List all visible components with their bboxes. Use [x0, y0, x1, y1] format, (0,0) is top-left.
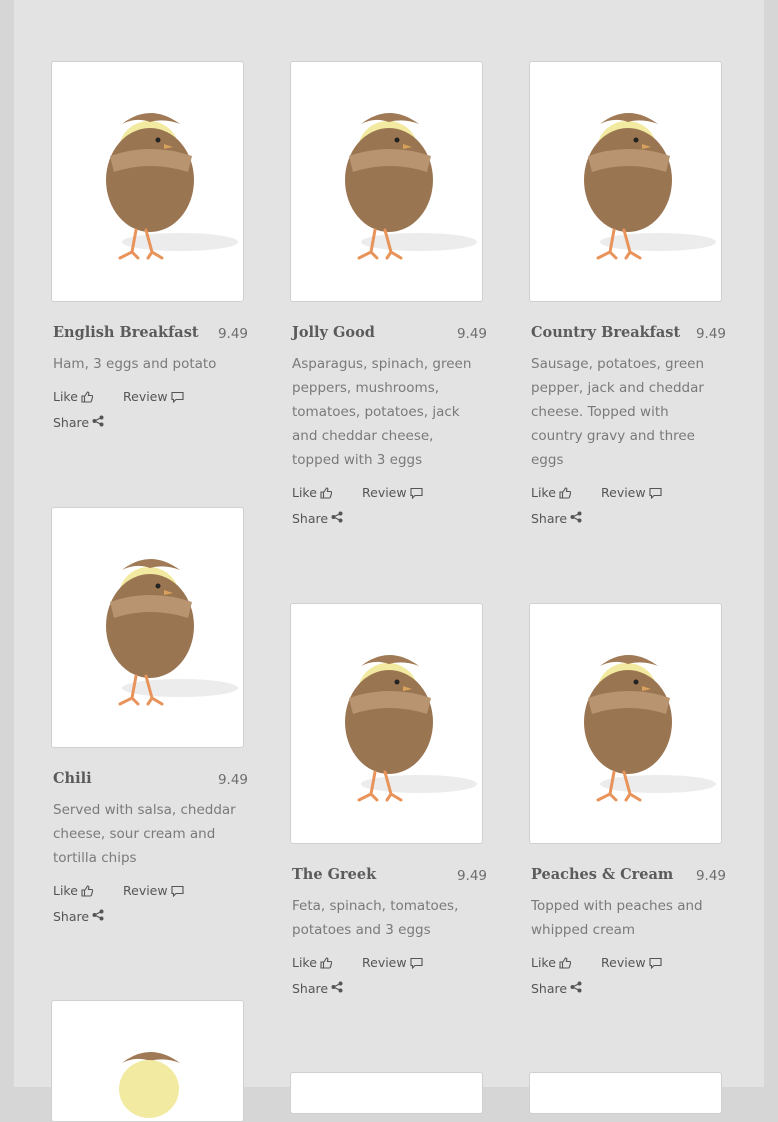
menu-item-title[interactable]: The Greek [292, 866, 377, 883]
menu-item-price: 9.49 [456, 868, 487, 884]
menu-item-title[interactable]: Jolly Good [292, 324, 375, 341]
menu-card [51, 61, 246, 436]
chick-in-egg-image [530, 604, 721, 843]
share-icon [92, 415, 104, 427]
thumbs-up-icon [81, 885, 93, 897]
menu-item-description: Sausage, potatoes, green pepper, jack and cheddar cheese. Topped with country gravy and three eggs [531, 356, 705, 468]
like-button[interactable]: Like [53, 384, 123, 410]
chick-in-egg-image [530, 62, 721, 301]
menu-item-price: 9.49 [456, 326, 487, 342]
share-button[interactable]: Share [53, 904, 248, 930]
menu-item-image[interactable] [529, 61, 722, 302]
review-button[interactable]: Review [123, 384, 184, 410]
share-button[interactable]: Share [292, 976, 487, 1002]
comment-icon [649, 487, 662, 499]
menu-item-image[interactable] [51, 61, 244, 302]
menu-card [529, 603, 724, 1002]
menu-item-image[interactable] [290, 603, 483, 844]
menu-card [290, 1072, 485, 1114]
review-button[interactable]: Review [601, 950, 662, 976]
thumbs-up-icon [559, 487, 571, 499]
menu-item-price: 9.49 [217, 326, 248, 342]
chick-in-egg-image [291, 604, 482, 843]
chick-in-egg-image [291, 62, 482, 301]
like-button[interactable]: Like [53, 878, 123, 904]
menu-card [529, 61, 724, 532]
like-button[interactable]: Like [292, 950, 362, 976]
like-button[interactable]: Like [531, 480, 601, 506]
menu-item-price: 9.49 [695, 868, 726, 884]
menu-item-title[interactable]: English Breakfast [53, 324, 199, 341]
review-button[interactable]: Review [362, 480, 423, 506]
menu-item-image[interactable] [529, 603, 722, 844]
menu-item-image[interactable] [51, 507, 244, 748]
comment-icon [171, 885, 184, 897]
menu-item-image[interactable] [290, 1072, 483, 1114]
like-button[interactable]: Like [531, 950, 601, 976]
chick-in-egg-image [52, 1001, 243, 1121]
menu-card [290, 61, 485, 532]
menu-item-title[interactable]: Country Breakfast [531, 324, 681, 341]
share-button[interactable]: Share [531, 976, 726, 1002]
menu-item-description: Served with salsa, cheddar cheese, sour cream and tortilla chips [53, 802, 236, 866]
share-icon [570, 511, 582, 523]
share-button[interactable]: Share [292, 506, 487, 532]
menu-item-description: Topped with peaches and whipped cream [531, 898, 703, 938]
menu-card [51, 1000, 246, 1122]
like-button[interactable]: Like [292, 480, 362, 506]
thumbs-up-icon [559, 957, 571, 969]
thumbs-up-icon [81, 391, 93, 403]
menu-item-price: 9.49 [217, 772, 248, 788]
menu-item-description: Asparagus, spinach, green peppers, mushrooms, tomatoes, potatoes, jack and cheddar cheese, topped with 3 eggs [292, 356, 472, 468]
share-icon [92, 909, 104, 921]
share-button[interactable]: Share [53, 410, 248, 436]
menu-item-description: Ham, 3 eggs and potato [53, 356, 217, 372]
review-button[interactable]: Review [601, 480, 662, 506]
menu-item-image[interactable] [51, 1000, 244, 1122]
comment-icon [171, 391, 184, 403]
comment-icon [410, 487, 423, 499]
comment-icon [649, 957, 662, 969]
thumbs-up-icon [320, 487, 332, 499]
menu-item-price: 9.49 [695, 326, 726, 342]
share-icon [331, 511, 343, 523]
chick-in-egg-image [52, 508, 243, 747]
chick-in-egg-image [52, 62, 243, 301]
review-button[interactable]: Review [123, 878, 184, 904]
share-icon [331, 981, 343, 993]
share-icon [570, 981, 582, 993]
review-button[interactable]: Review [362, 950, 423, 976]
menu-item-image[interactable] [290, 61, 483, 302]
menu-card [51, 507, 246, 930]
menu-item-title[interactable]: Peaches & Cream [531, 866, 674, 883]
thumbs-up-icon [320, 957, 332, 969]
share-button[interactable]: Share [531, 506, 726, 532]
comment-icon [410, 957, 423, 969]
menu-item-image[interactable] [529, 1072, 722, 1114]
menu-card [290, 603, 485, 1002]
menu-grid [14, 0, 764, 1087]
menu-card [529, 1072, 724, 1114]
menu-item-title[interactable]: Chili [53, 770, 92, 787]
menu-item-description: Feta, spinach, tomatoes, potatoes and 3 eggs [292, 898, 459, 938]
